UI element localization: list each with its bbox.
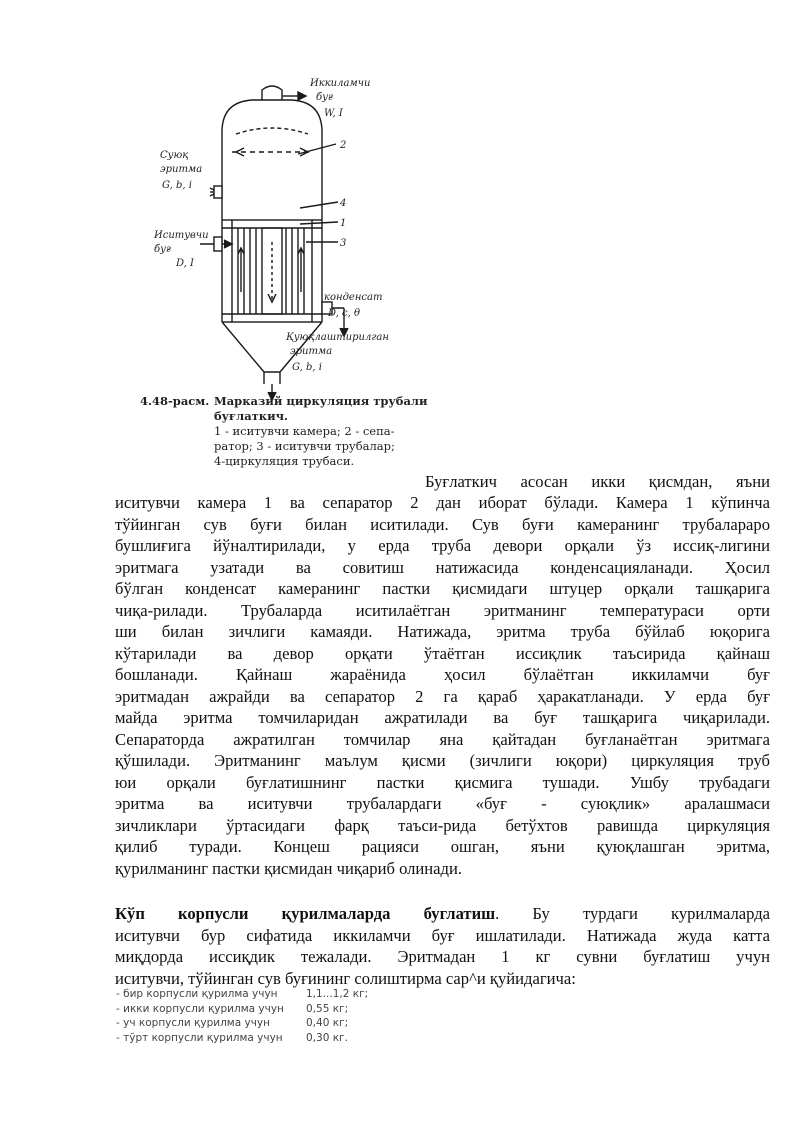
paragraph1-line: қўшилади. Эритманинг маълум қисми (зичлиги юқори) циркуляция труб xyxy=(115,751,770,770)
table-row-label: - тўрт корпусли қурилма учун xyxy=(116,1031,283,1044)
paragraph2-first-line-rest: . Бу турдаги курилмаларда xyxy=(495,904,770,923)
paragraph1-line: ши билан зичлиги камаяди. Натижада, эритма труба бўйлаб юқорига xyxy=(115,622,770,641)
table-row-value: 0,30 кг. xyxy=(306,1031,348,1044)
caption-body-2: ратор; 3 - иситувчи трубалар; xyxy=(214,439,395,453)
condensate-label-1: конденсат xyxy=(324,292,383,303)
paragraph1-line: Сепараторда ажратилган томчилар яна қайтадан буғланаётган эритмага xyxy=(115,729,770,749)
table-row xyxy=(116,1002,376,1017)
heating-steam-label-2: буғ xyxy=(154,244,171,255)
paragraph2-line: миқдорда иссиқдик тежалади. Эритмадан 1 кг сувни буғлатиш учун xyxy=(115,947,770,966)
paragraph1-line: чиқа-рилади. Трубаларда иситилаётган эритманинг температураси орти xyxy=(115,600,770,620)
evaporator-figure xyxy=(140,72,430,402)
paragraph2 xyxy=(115,903,770,989)
paragraph1-line: тўйинган сув буғи билан иситилади. Сув буғи камеранинг трубалараро xyxy=(115,514,770,534)
evaporator-diagram xyxy=(140,72,430,402)
heating-steam-label-3: D, I xyxy=(176,258,194,269)
paragraph1-line: қурилманинг пастки қисмидан чиқариб олинади. xyxy=(115,858,463,878)
top-nozzle xyxy=(262,86,282,100)
secondary-steam-label-3: W, I xyxy=(324,108,343,119)
paragraph1-line: эритмадан ажрайди ва сепаратор 2 га қараб ҳаракатланади. У ерда буғ xyxy=(115,686,770,706)
paragraph2-line: иситувчи, тўйинган сув буғининг солиштирма сар^и қуйидагича: xyxy=(115,968,576,988)
caption-body-3: 4-циркуляция трубаси. xyxy=(214,454,355,468)
table-row xyxy=(116,987,376,1002)
table-row-label: - бир корпусли қурилма учун xyxy=(116,988,278,1000)
paragraph2-line: иситувчи бур сифатида иккиламчи буғ ишлатилади. Натижада жуда катта xyxy=(115,925,770,945)
paragraph1-line: бушлиғига йўналтирилади, у ерда труба девори орқали ўз иссиқ-лигини xyxy=(115,536,770,555)
table-row-label: - уч корпусли қурилма учун xyxy=(116,1017,270,1029)
table-row-label: - икки корпусли қурилма учун xyxy=(116,1002,284,1015)
table-row xyxy=(116,1031,376,1046)
caption-body-1: 1 - иситувчи камера; 2 - сепа- xyxy=(214,424,395,438)
paragraph1-line: эритмага узатади ва совитиш натижасида конденсацияланади. Ҳосил xyxy=(115,557,770,577)
paragraph1-line: иситувчи камера 1 ва сепаратор 2 дан иборат бўлади. Камера 1 кўпинча xyxy=(115,493,770,512)
table-row-value: 1,1...1,2 кг; xyxy=(306,988,369,1000)
callout-4: 4 xyxy=(340,198,347,209)
callout-2: 2 xyxy=(340,140,347,151)
paragraph1-line: юи орқали буғлатишнинг пастки қисмига тушади. Ушбу трубадаги xyxy=(115,772,770,792)
paragraph1-line: эритма ва иситувчи трубалардаги «буғ - суюқлик» аралашмаси xyxy=(115,794,770,813)
dilute-solution-label-2: эритма xyxy=(160,164,203,175)
concentrated-solution-label-1: Қуюқлаштирилган xyxy=(286,332,389,343)
dilute-solution-label-3: G, b, i xyxy=(162,180,192,191)
paragraph1-body xyxy=(115,492,770,879)
caption-title-2: буғлаткич. xyxy=(214,409,289,423)
figure-caption xyxy=(140,394,440,469)
condensate-label-2: D, c, θ xyxy=(328,308,360,319)
caption-number: 4.48-расм. xyxy=(140,394,210,408)
table-row-value: 0,40 кг; xyxy=(306,1017,349,1029)
secondary-steam-label-1: Иккиламчи xyxy=(310,78,371,89)
caption-title-1: Марказий циркуляция трубали xyxy=(214,394,428,408)
table-row-value: 0,55 кг; xyxy=(306,1002,349,1015)
concentrated-solution-label-3: G, b, i xyxy=(292,362,322,373)
callout-3: 3 xyxy=(340,238,347,249)
callout-1: 1 xyxy=(340,218,347,229)
secondary-steam-label-2: буғ xyxy=(316,92,333,103)
paragraph1-line: бўлган конденсат камеранинг пастки қисмидаги штуцер орқали ташқарига xyxy=(115,579,770,598)
separator-dome xyxy=(222,100,322,132)
concentrated-solution-label-2: эритма xyxy=(290,346,333,357)
paragraph2-heading: Кўп корпусли қурилмаларда буглатиш xyxy=(115,904,496,923)
paragraph1-line: бошланади. Қайнаш жараёнида ҳосил бўлаётган иккиламчи буғ xyxy=(115,665,770,684)
paragraph1-line: зичликлари ўртасидаги фарқ таъси-рида бетўхтов равишда циркуляция xyxy=(115,815,770,835)
heating-steam-label-1: Иситувчи xyxy=(154,230,209,241)
paragraph1-line: қилиб туради. Концеш рацияси ошган, яъни қуюқлашган эритма, xyxy=(115,837,770,856)
paragraph1-line: кўтарилади ва девор орқати ўтаётган иссиқлик таъсирида қайнаш xyxy=(115,643,770,663)
paragraph2-first-line xyxy=(115,903,770,925)
dilute-solution-label-1: Суюқ xyxy=(160,150,189,161)
steam-consumption-table xyxy=(116,987,376,1045)
paragraph1-line: майда эритма томчиларидан ажратилади ва буғ ташқарига чиқарилади. xyxy=(115,708,770,727)
table-row xyxy=(116,1016,376,1031)
paragraph1-first-line: Буғлаткич асосан икки қисмдан, яъни xyxy=(425,472,770,491)
